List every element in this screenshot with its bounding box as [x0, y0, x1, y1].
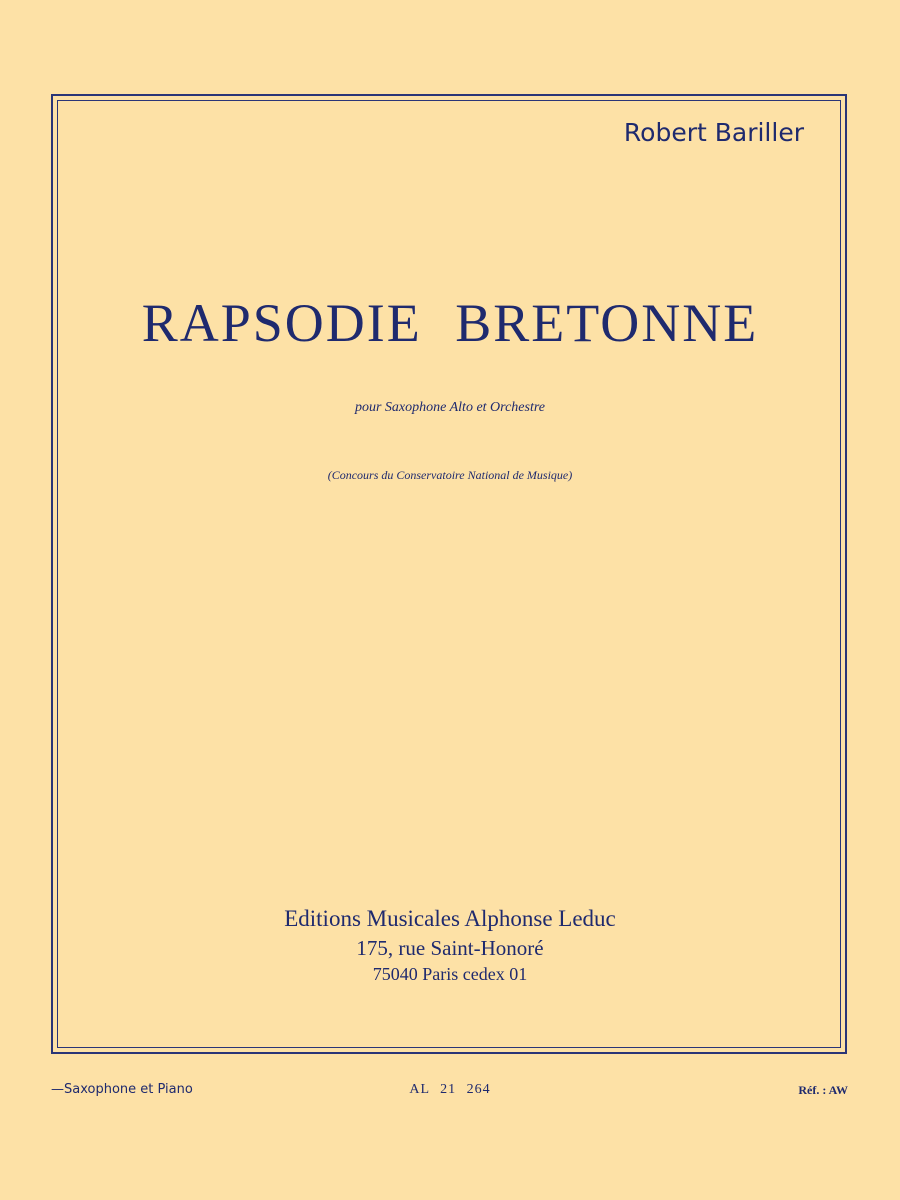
- competition-note: (Concours du Conservatoire National de Musique): [327, 468, 573, 482]
- publisher-city: 75040 Paris cedex 01: [372, 964, 528, 984]
- catalog-number: AL 21 264: [409, 1082, 491, 1097]
- publisher-street: 175, rue Saint-Honoré: [356, 936, 544, 960]
- work-subtitle: pour Saxophone Alto et Orchestre: [354, 400, 545, 415]
- publisher-name: Editions Musicales Alphonse Leduc: [284, 906, 616, 931]
- reference-code: Réf. : AW: [798, 1083, 848, 1097]
- edition-label: —Saxophone et Piano: [51, 1082, 193, 1097]
- work-title: RAPSODIE BRETONNE: [141, 293, 759, 353]
- composer-name: Robert Bariller: [623, 118, 804, 147]
- publisher-block: [0, 904, 900, 986]
